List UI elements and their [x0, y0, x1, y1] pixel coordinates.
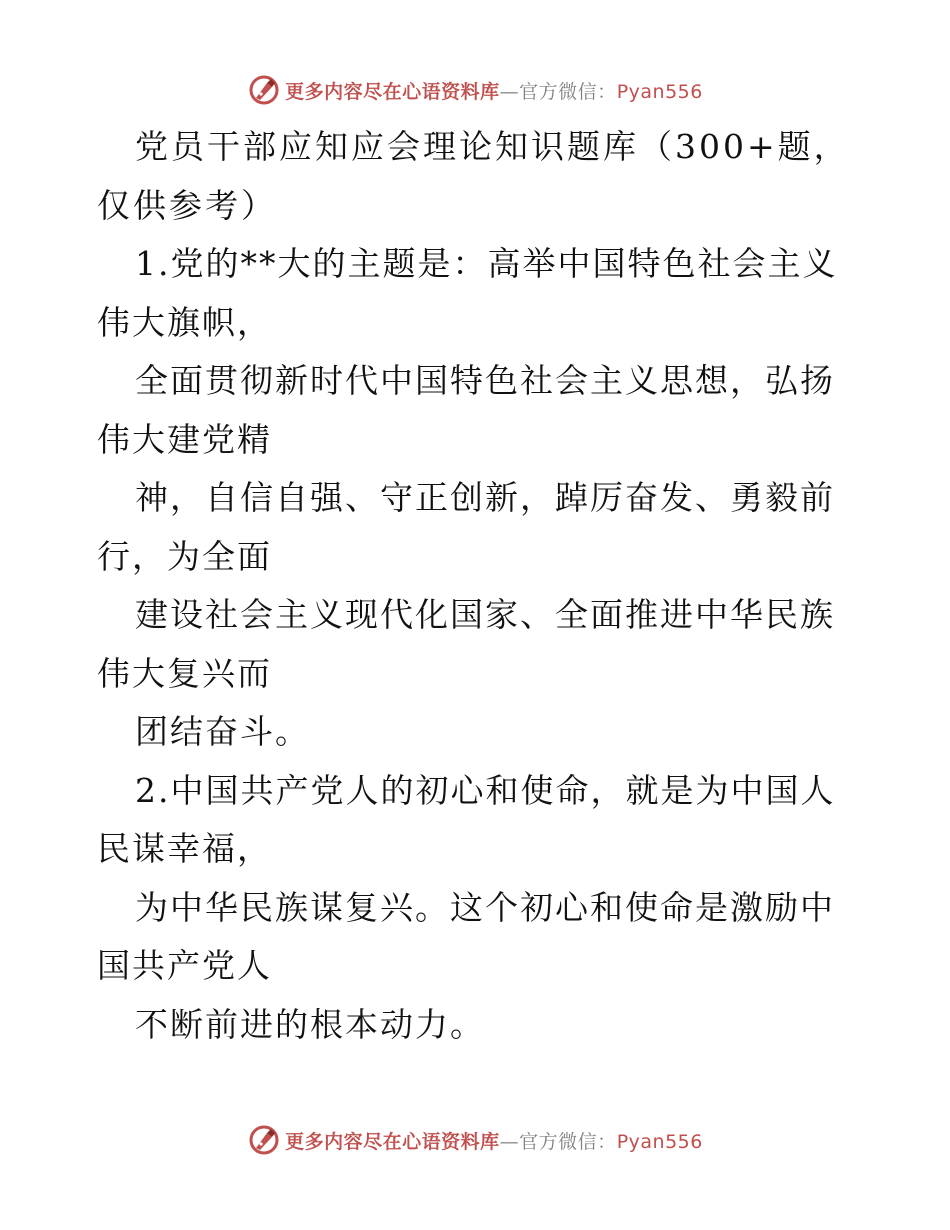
banner-contact-label: 官方微信： [519, 80, 617, 103]
banner-separator: — [499, 1130, 520, 1153]
banner-brand: 更多内容尽在心语资料库 [285, 1130, 500, 1153]
banner-text [285, 77, 703, 104]
banner-contact-label: 官方微信： [519, 1130, 617, 1153]
document-body [97, 118, 857, 1054]
banner-account: Pyan556 [616, 80, 703, 103]
pen-nib-logo-icon [247, 1123, 281, 1157]
document-title: 党员干部应知应会理论知识题库（300+题，仅供参考） [97, 127, 850, 225]
paragraph-3: 神，自信自强、守正创新，踔厉奋发、勇毅前行，为全面 [97, 478, 835, 576]
header-banner [0, 70, 950, 110]
paragraph-2: 全面贯彻新时代中国特色社会主义思想，弘扬伟大建党精 [97, 361, 835, 459]
banner-account: Pyan556 [616, 1130, 703, 1153]
paragraph-7: 为中华民族谋复兴。这个初心和使命是激励中国共产党人 [97, 887, 835, 985]
paragraph-6: 2.中国共产党人的初心和使命，就是为中国人民谋幸福， [97, 770, 836, 868]
pen-nib-logo-icon [247, 73, 281, 107]
banner-text [285, 1127, 703, 1154]
footer-banner [0, 1120, 950, 1160]
banner-brand: 更多内容尽在心语资料库 [285, 80, 500, 103]
paragraph-1: 1.党的**大的主题是：高举中国特色社会主义伟大旗帜， [97, 244, 838, 342]
banner-separator: — [499, 80, 520, 103]
paragraph-5: 团结奋斗。 [135, 712, 310, 751]
paragraph-8: 不断前进的根本动力。 [135, 1004, 485, 1044]
paragraph-4: 建设社会主义现代化国家、全面推进中华民族伟大复兴而 [97, 595, 835, 693]
